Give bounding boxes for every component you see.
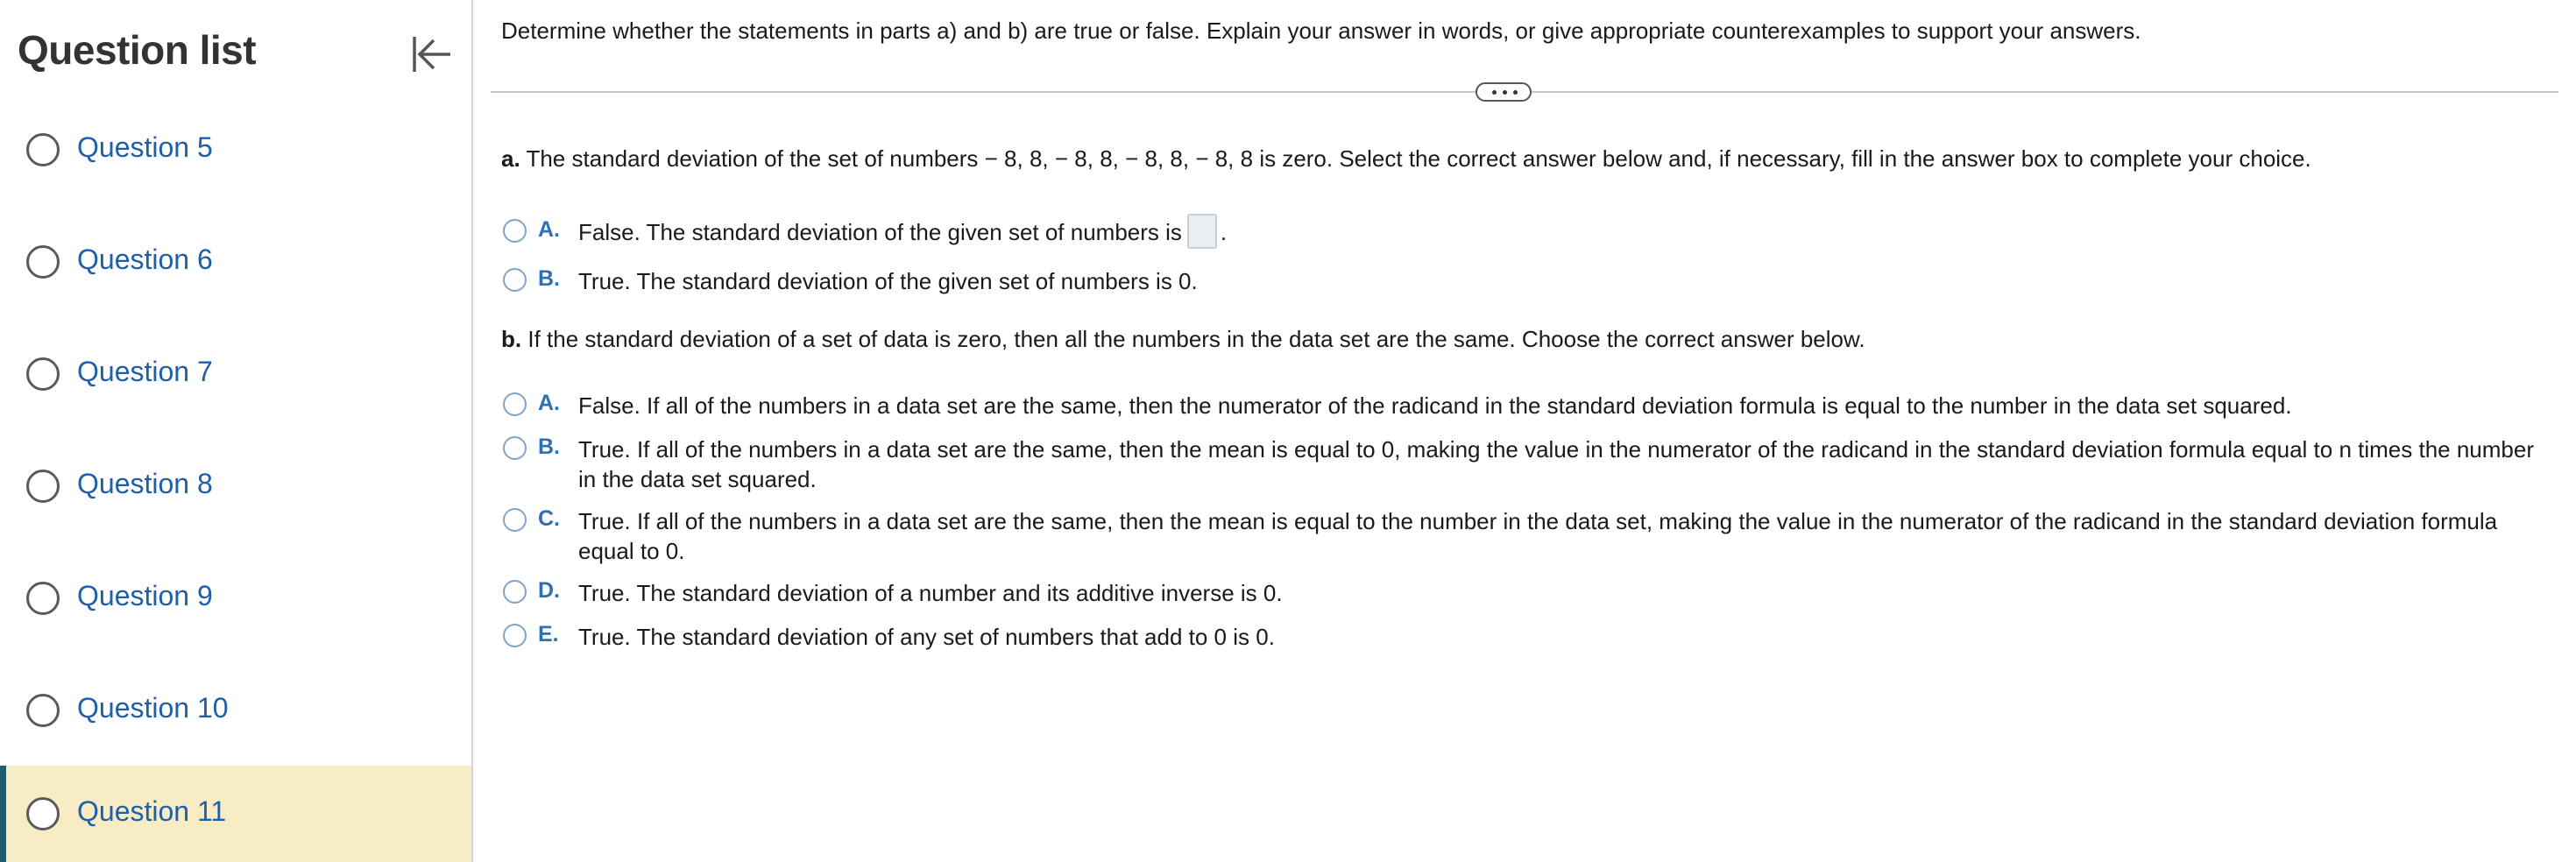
radio-button[interactable]: [503, 268, 527, 292]
question-content: [491, 0, 2576, 862]
active-indicator: [0, 766, 6, 862]
option-letter: B.: [538, 266, 560, 291]
part-a-label: a.: [501, 145, 520, 172]
question-list-sidebar: [0, 0, 473, 862]
option-text: True. The standard deviation of the given set of numbers is 0.: [578, 268, 1198, 294]
more-dots-icon: [1492, 90, 1497, 95]
question-item-label: Question 11: [77, 795, 227, 827]
radio-button[interactable]: [503, 392, 527, 416]
question-item-8[interactable]: [0, 438, 471, 534]
radio-button[interactable]: [503, 580, 527, 604]
question-item-label: Question 10: [77, 692, 229, 724]
part-b-text: If the standard deviation of a set of data is zero, then all the numbers in the data set are the same. Choose the correct answer below.: [527, 326, 1865, 352]
option-letter: B.: [538, 435, 560, 459]
part-a-prompt: [501, 145, 2311, 173]
collapse-sidebar-button[interactable]: [408, 32, 454, 77]
option-text: True. The standard deviation of a number and its additive inverse is 0.: [578, 580, 1283, 606]
radio-button[interactable]: [503, 436, 527, 460]
question-status-circle-icon: [26, 694, 60, 727]
expand-more-button[interactable]: [1476, 82, 1532, 102]
question-item-label: Question 8: [77, 468, 213, 499]
question-item-5[interactable]: [0, 102, 471, 198]
question-status-circle-icon: [26, 582, 60, 615]
option-letter: A.: [538, 391, 560, 415]
option-letter: A.: [538, 217, 560, 242]
question-item-11[interactable]: [0, 766, 471, 862]
option-text-body: False. The standard deviation of the given set of numbers is: [578, 219, 1182, 245]
part-b-prompt: [501, 326, 1865, 353]
question-item-label: Question 5: [77, 131, 213, 163]
question-item-label: Question 6: [77, 244, 213, 275]
option-letter: E.: [538, 622, 559, 646]
instructions: Determine whether the statements in parts a) and b) are true or false. Explain your answer in words, or give appropriate counterexamples to support your answers.: [501, 18, 2141, 44]
option-letter: C.: [538, 506, 560, 531]
part-a-text: The standard deviation of the set of numbers − 8, 8, − 8, 8, − 8, 8, − 8, 8 is zero. Select the correct answer below and, if necessary, fill in the answer box to complete your choice.: [526, 145, 2311, 172]
question-status-circle-icon: [26, 133, 60, 166]
question-item-label: Question 9: [77, 580, 213, 611]
option-text: True. If all of the numbers in a data set are the same, then the mean is equal to 0, making the value in the numerator of the radicand in the standard deviation formula equal to n times the number in the data set squared.: [578, 436, 2535, 492]
question-item-10[interactable]: [0, 662, 471, 759]
radio-button[interactable]: [503, 508, 527, 532]
option-text-suffix: .: [1220, 219, 1228, 245]
collapse-left-icon: [408, 32, 454, 77]
question-item-9[interactable]: [0, 550, 471, 646]
option-text: True. If all of the numbers in a data set are the same, then the mean is equal to the number in the data set, making the value in the numerator of the radicand in the standard deviation formula equal to 0.: [578, 508, 2498, 564]
part-b-label: b.: [501, 326, 522, 352]
option-letter: D.: [538, 578, 560, 603]
question-status-circle-icon: [26, 797, 60, 830]
option-text: True. The standard deviation of any set of numbers that add to 0 is 0.: [578, 624, 1275, 650]
question-item-7[interactable]: [0, 326, 471, 422]
option-text: False. If all of the numbers in a data set are the same, then the numerator of the radicand in the standard deviation formula is equal to the number in the data set squared.: [578, 392, 2292, 419]
question-status-circle-icon: [26, 357, 60, 391]
sidebar-title: Question list: [18, 27, 257, 73]
more-dots-icon: [1503, 90, 1507, 95]
question-status-circle-icon: [26, 470, 60, 503]
question-item-label: Question 7: [77, 356, 213, 387]
question-item-6[interactable]: [0, 214, 471, 310]
radio-button[interactable]: [503, 624, 527, 647]
question-status-circle-icon: [26, 245, 60, 279]
answer-input-box[interactable]: [1187, 214, 1217, 249]
radio-button[interactable]: [503, 219, 527, 243]
option-text: [578, 217, 2541, 249]
more-dots-icon: [1513, 90, 1518, 95]
